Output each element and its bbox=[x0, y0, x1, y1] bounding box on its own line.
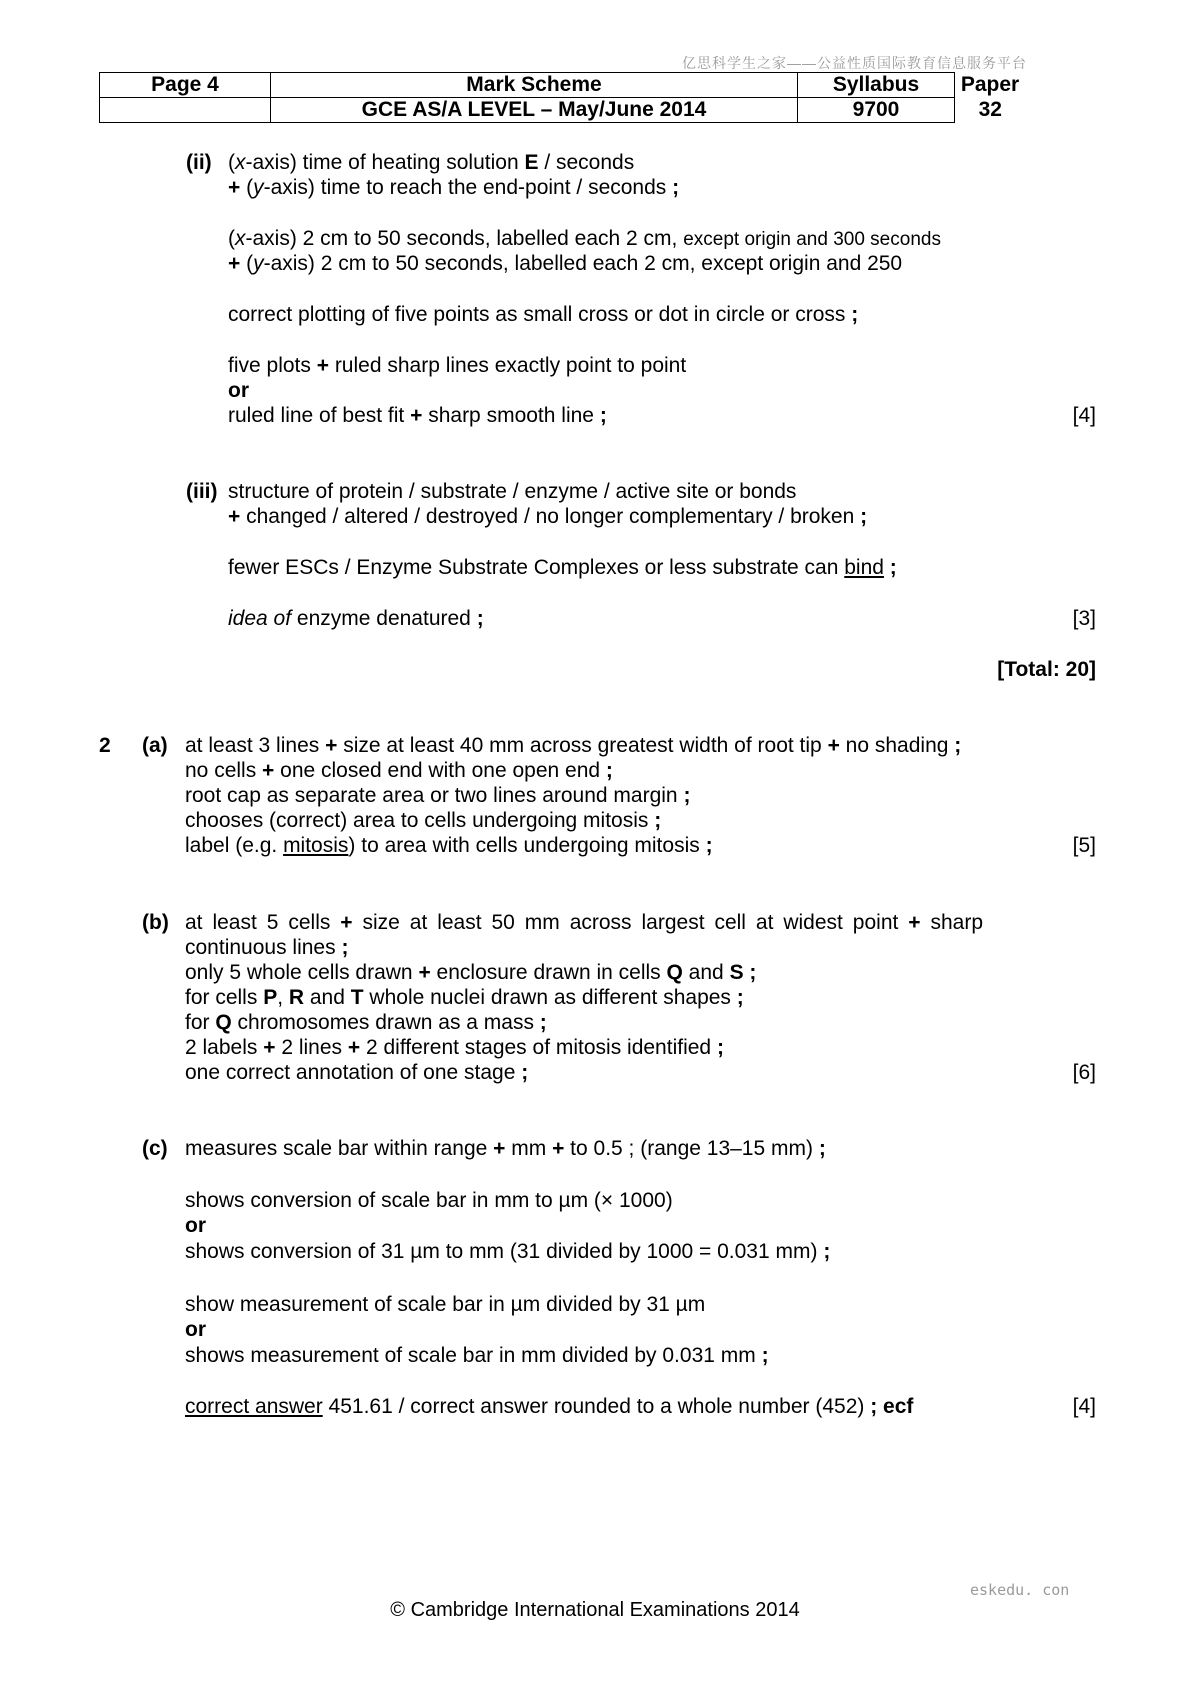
q2b-label: (b) bbox=[142, 911, 169, 934]
header-page: Page 4 bbox=[100, 73, 271, 98]
header-paper-label: Paper bbox=[960, 73, 1020, 96]
header-table bbox=[99, 72, 1026, 123]
q2a-line1: at least 3 lines + size at least 40 mm across greatest width of root tip + no shading ; bbox=[185, 734, 962, 757]
header-syllabus-label: Syllabus bbox=[798, 73, 955, 98]
q2b-line1: at least 5 cells + size at least 50 mm across largest cell at widest point + sharp bbox=[185, 911, 983, 934]
watermark-top: 亿思科学生之家——公益性质国际教育信息服务平台 bbox=[682, 55, 1027, 71]
q1iii-label: (iii) bbox=[186, 480, 218, 503]
q2c-mark: [4] bbox=[1072, 1395, 1096, 1418]
q2c-line2: shows conversion of scale bar in mm to µm (× 1000) bbox=[185, 1189, 673, 1212]
q2b-line6: 2 labels + 2 lines + 2 different stages of mitosis identified ; bbox=[185, 1036, 724, 1059]
q1ii-line2: + (y-axis) time to reach the end-point / seconds ; bbox=[228, 176, 680, 199]
q1ii-line4: + (y-axis) 2 cm to 50 seconds, labelled each 2 cm, except origin and 250 bbox=[228, 252, 903, 275]
watermark-bottom: eskedu. con bbox=[970, 1581, 1070, 1599]
q1-total: [Total: 20] bbox=[997, 658, 1096, 681]
q2b-line3: only 5 whole cells drawn + enclosure drawn in cells Q and S ; bbox=[185, 961, 757, 984]
q2c-or-2: or bbox=[185, 1318, 206, 1341]
q1ii-line3: (x-axis) 2 cm to 50 seconds, labelled each 2 cm, except origin and 300 seconds bbox=[228, 227, 941, 250]
q2b-line4: for cells P, R and T whole nuclei drawn as different shapes ; bbox=[185, 986, 744, 1009]
q1iii-line1: structure of protein / substrate / enzyme / active site or bonds bbox=[228, 480, 797, 503]
q2a-line2: no cells + one closed end with one open end ; bbox=[185, 759, 613, 782]
q2b-line7: one correct annotation of one stage ; bbox=[185, 1061, 529, 1084]
q1iii-line2: + changed / altered / destroyed / no longer complementary / broken ; bbox=[228, 505, 868, 528]
q1iii-line3: fewer ESCs / Enzyme Substrate Complexes or less substrate can bind ; bbox=[228, 556, 897, 579]
q2a-line3: root cap as separate area or two lines around margin ; bbox=[185, 784, 691, 807]
q1ii-line8: ruled line of best fit + sharp smooth line ; bbox=[228, 404, 607, 427]
q1iii-mark: [3] bbox=[1072, 607, 1096, 630]
q2a-label: (a) bbox=[142, 734, 168, 757]
q2b-line2: continuous lines ; bbox=[185, 936, 349, 959]
q2c-line7: shows measurement of scale bar in mm divided by 0.031 mm ; bbox=[185, 1344, 769, 1367]
q2a-line4: chooses (correct) area to cells undergoing mitosis ; bbox=[185, 809, 662, 832]
header-exam: GCE AS/A LEVEL – May/June 2014 bbox=[271, 98, 798, 123]
q2c-label: (c) bbox=[142, 1137, 168, 1160]
q2b-line5: for Q chromosomes drawn as a mass ; bbox=[185, 1011, 547, 1034]
q2c-or-1: or bbox=[185, 1214, 206, 1237]
footer-copyright: © Cambridge International Examinations 2014 bbox=[390, 1599, 800, 1621]
q1iii-line4: idea of enzyme denatured ; bbox=[228, 607, 484, 630]
header-blank bbox=[100, 98, 271, 123]
q1ii-line6: five plots + ruled sharp lines exactly point to point bbox=[228, 354, 687, 377]
header-paper-value: 32 bbox=[978, 98, 1002, 121]
q2c-line1: measures scale bar within range + mm + to 0.5 ; (range 13–15 mm) ; bbox=[185, 1137, 826, 1160]
q2a-line5: label (e.g. mitosis) to area with cells undergoing mitosis ; bbox=[185, 834, 713, 857]
q1ii-mark: [4] bbox=[1072, 404, 1096, 427]
q2c-line5: show measurement of scale bar in µm divided by 31 µm bbox=[185, 1293, 706, 1316]
q1ii-line1: (x-axis) time of heating solution E / seconds bbox=[228, 151, 635, 174]
q1ii-label: (ii) bbox=[186, 151, 212, 174]
header-mark-scheme: Mark Scheme bbox=[271, 73, 798, 98]
q1ii-or: or bbox=[228, 379, 249, 402]
header-syllabus-value: 9700 bbox=[798, 98, 955, 123]
q2-number: 2 bbox=[99, 734, 111, 757]
q2c-line4: shows conversion of 31 µm to mm (31 divided by 1000 = 0.031 mm) ; bbox=[185, 1240, 831, 1263]
q2b-mark: [6] bbox=[1072, 1061, 1096, 1084]
q2c-line8: correct answer 451.61 / correct answer rounded to a whole number (452) ; ecf bbox=[185, 1395, 914, 1418]
q2a-mark: [5] bbox=[1072, 834, 1096, 857]
q1ii-line5: correct plotting of five points as small cross or dot in circle or cross ; bbox=[228, 303, 859, 326]
